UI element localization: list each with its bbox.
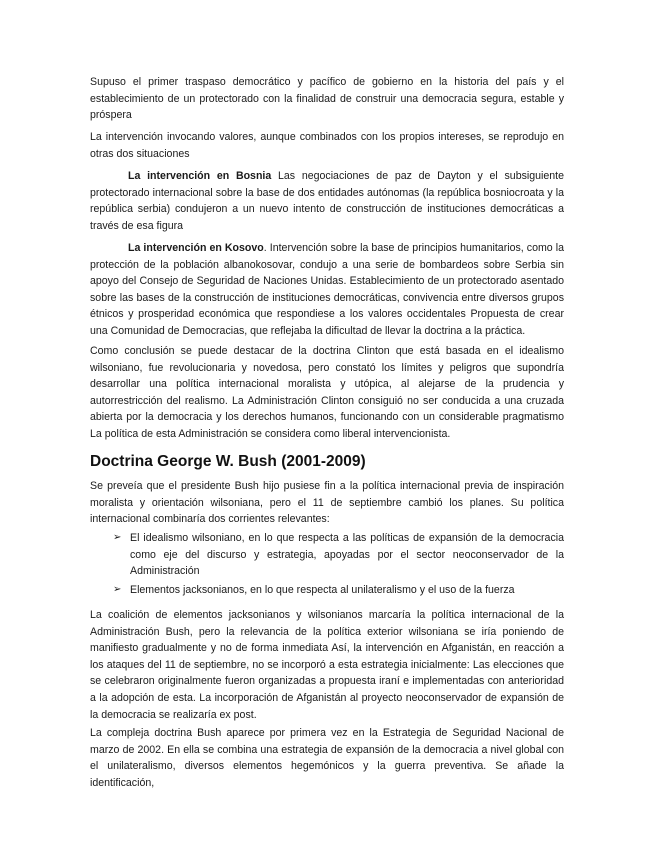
bosnia-text: Las negociaciones de paz de Dayton y el subsiguiente protectorado internacional sobre la base de dos entidades autónomas (la república bosniocroata y la república serbia) condujeron a un nuevo intento de construcción de instituciones democráticas a través de esa figura [90,170,564,232]
paragraph-intervention-values [90,129,564,162]
bullet-item [113,530,564,580]
bosnia-lead: La intervención en Bosnia [128,170,272,182]
paragraph-clinton-conclusion [90,343,564,443]
section-heading-bush: Doctrina George W. Bush (2001-2009) [90,453,366,470]
paragraph-kosovo [90,240,564,340]
bullet-item [113,582,564,599]
kosovo-text: . Intervención sobre la base de principios humanitarios, como la protección de la población albanokosovar, condujo a una serie de bombardeos sobre Serbia sin apoyo del Consejo de Seguridad de Naciones Unidas. Establecimiento de un protectorado asentado sobre las bases de la construcción de instituciones democráticas, convivencia entre diversos grupos étnicos y prosperidad económica que respondiese a los valores occidentales Propuesta de crear una Comunidad de Democracias, que reflejaba la dificultad de llevar la doctrina a la práctica. [90,242,564,337]
paragraph-text: La compleja doctrina Bush aparece por primera vez en la Estrategia de Seguridad Nacional de marzo de 2002. En ella se combina una estrategia de expansión de la democracia a nivel global con el unilateralismo, diversos elementos hegemónicos y la guerra preventiva. Se añade la identificación, [90,727,564,789]
kosovo-lead: La intervención en Kosovo [128,242,264,254]
paragraph-text: La coalición de elementos jacksonianos y wilsonianos marcaría la política internacional de la Administración Bush, pero la relevancia de la política exterior wilsoniana se iría poniendo de manifiesto gradualmente y no de forma inmediata Así, la intervención en Afganistán, en reacción a los ataques del 11 de septiembre, no se incorporó a esta estrategia inicialmente: Las elecciones que se celebraron originalmente fueron organizadas a propuesta iraní e implementadas con anterioridad a la adopción de esta. La incorporación de Afganistán al proyecto neoconservador de expansión de la democracia se realizaría ex post. [90,609,564,721]
arrow-bullet-icon: ➢ [113,532,122,543]
paragraph-coalition [90,607,564,723]
paragraph-text: Se preveía que el presidente Bush hijo pusiese fin a la política internacional previa de inspiración moralista y orientación wilsoniana, pero el 11 de septiembre cambió los planes. Su política internacional combinaría dos corrientes relevantes: [90,480,564,526]
bullet-text: El idealismo wilsoniano, en lo que respecta a las políticas de expansión de la democracia como eje del discurso y estrategia, apoyadas por el sector neoconservador de la Administración [130,532,564,578]
paragraph-text: La intervención invocando valores, aunque combinados con los propios intereses, se reprodujo en otras dos situaciones [90,131,564,160]
paragraph-bush-doctrine [90,725,564,791]
paragraph-text: Como conclusión se puede destacar de la doctrina Clinton que está basada en el idealismo wilsoniano, fue revolucionaria y novedosa, pero constató los límites y peligros que supondría desarrollar una política internacional moralista y utópica, al alejarse de la prudencia y autorrestricción del realismo. La Administración Clinton consiguió no ser conducida a una cruzada abierta por la democracia y los derechos humanos, funcionando con un considerable pragmatismo La política de esta Administración se considera como liberal intervencionista. [90,345,564,440]
bullet-text: Elementos jacksonianos, en lo que respecta al unilateralismo y el uso de la fuerza [130,584,515,596]
paragraph-bosnia [90,168,564,234]
paragraph-bush-intro [90,478,564,528]
arrow-bullet-icon: ➢ [113,584,122,595]
paragraph-text: Supuso el primer traspaso democrático y pacífico de gobierno en la historia del país y el establecimiento de un protectorado con la finalidad de construir una democracia segura, estable y próspera [90,76,564,122]
paragraph-transfer [90,74,564,124]
